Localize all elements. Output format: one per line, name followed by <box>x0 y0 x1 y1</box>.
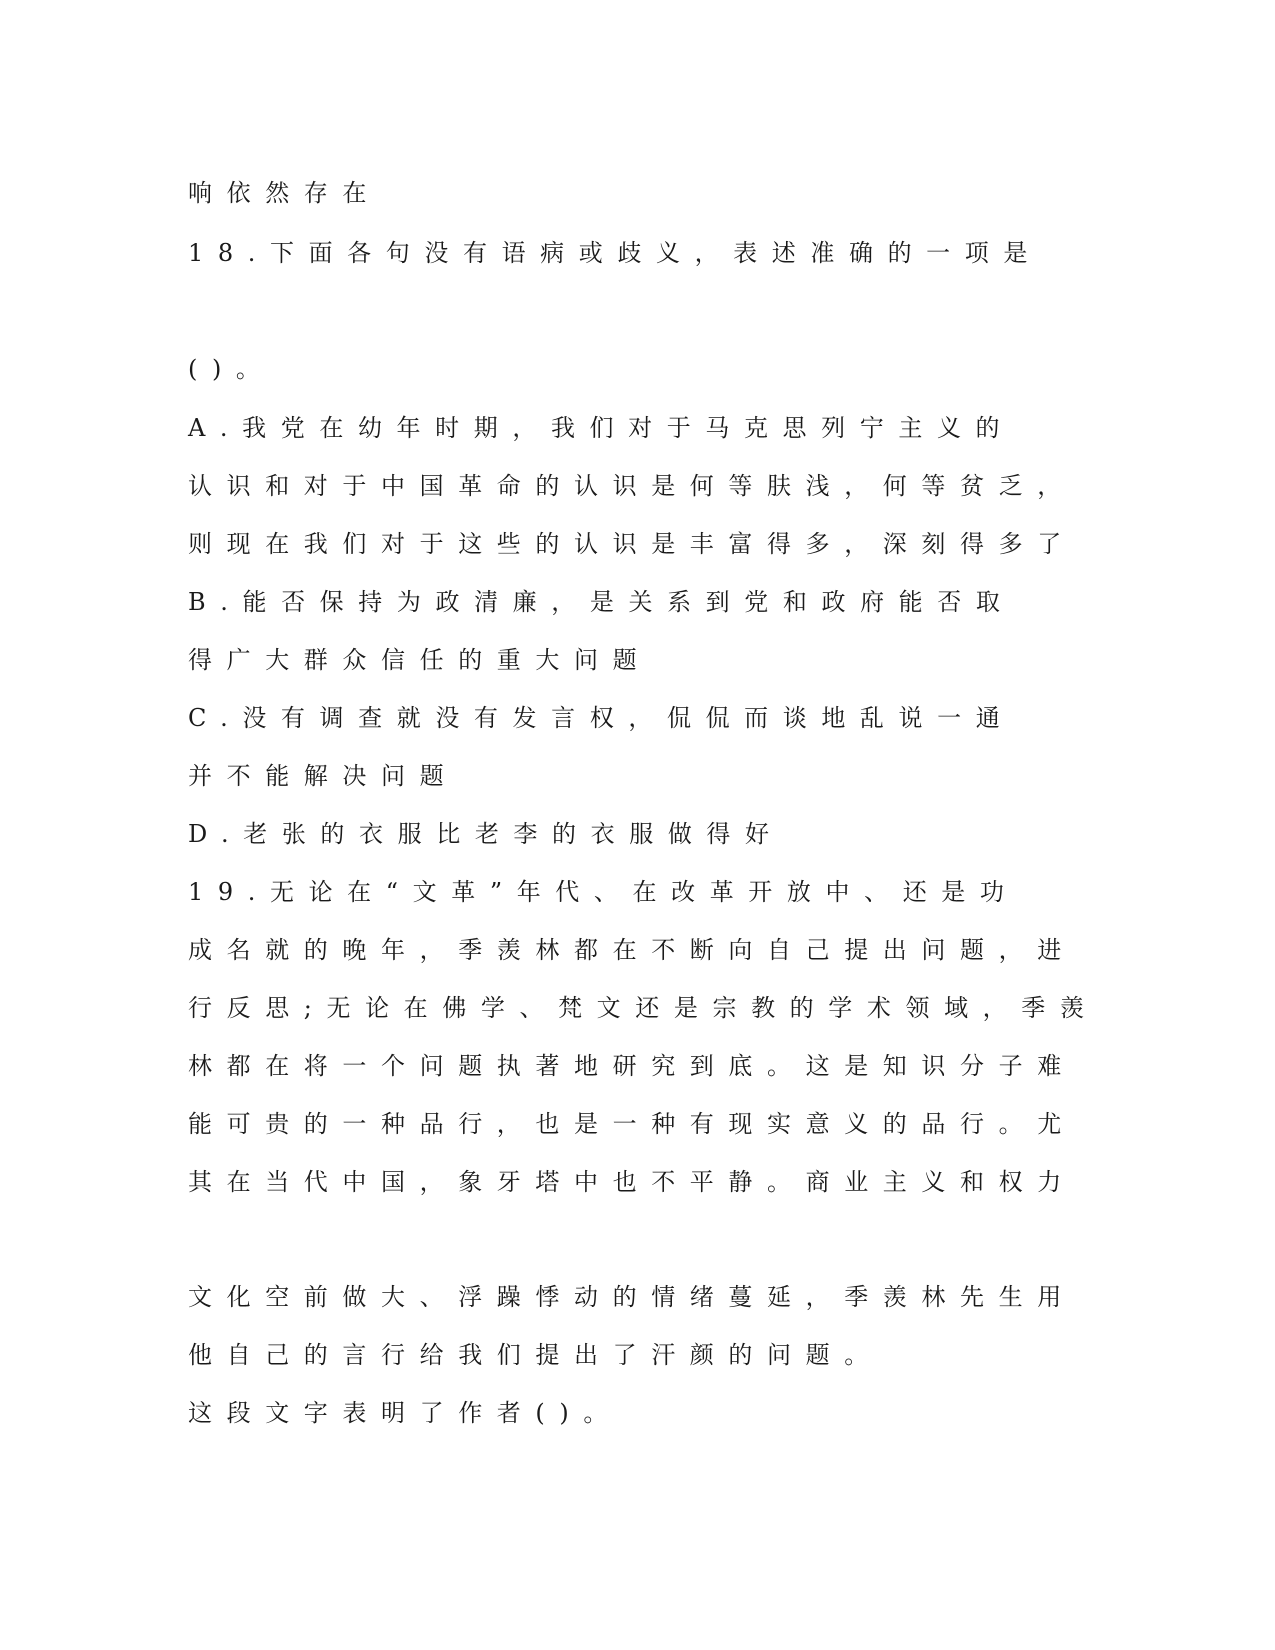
question-18-option-c: C.没有调查就没有发言权，侃侃而谈地乱说一通 <box>188 704 1015 732</box>
question-18-option-d: D.老张的衣服比老李的衣服做得好 <box>188 820 784 848</box>
question-19-passage-line-7: 文化空前做大、浮躁悸动的情绪蔓延，季羡林先生用 <box>188 1283 1076 1311</box>
question-18-option-b-line-2: 得广大群众信任的重大问题 <box>188 646 652 674</box>
question-19-passage-line-4: 林都在将一个问题执著地研究到底。这是知识分子难 <box>188 1052 1076 1080</box>
text-line-continuation: 响依然存在 <box>188 179 381 207</box>
question-18-stem: 18.下面各句没有语病或歧义，表述准确的一项是 <box>188 239 1042 267</box>
question-19-passage-line-3: 行反思;无论在佛学、梵文还是宗教的学术领域，季羡 <box>188 994 1099 1022</box>
question-18-option-b: B.能否保持为政清廉，是关系到党和政府能否取 <box>188 588 1015 616</box>
question-19-stem: 19.无论在“文革”年代、在改革开放中、还是功 <box>188 878 1019 906</box>
question-18-option-a-line-3: 则现在我们对于这些的认识是丰富得多，深刻得多了 <box>188 530 1076 558</box>
question-19-passage-line-8: 他自己的言行给我们提出了汗颜的问题。 <box>188 1341 883 1369</box>
question-18-blank: ()。 <box>188 355 275 383</box>
question-19-passage-line-6: 其在当代中国，象牙塔中也不平静。商业主义和权力 <box>188 1168 1076 1196</box>
question-19-passage-line-5: 能可贵的一种品行，也是一种有现实意义的品行。尤 <box>188 1110 1076 1138</box>
question-19-passage-line-2: 成名就的晚年，季羡林都在不断向自己提出问题，进 <box>188 936 1076 964</box>
question-19-prompt: 这段文字表明了作者()。 <box>188 1399 622 1427</box>
question-18-option-a-line-2: 认识和对于中国革命的认识是何等肤浅，何等贫乏， <box>188 472 1076 500</box>
question-18-option-a: A.我党在幼年时期，我们对于马克思列宁主义的 <box>188 414 1015 442</box>
question-18-option-c-line-2: 并不能解决问题 <box>188 762 459 790</box>
